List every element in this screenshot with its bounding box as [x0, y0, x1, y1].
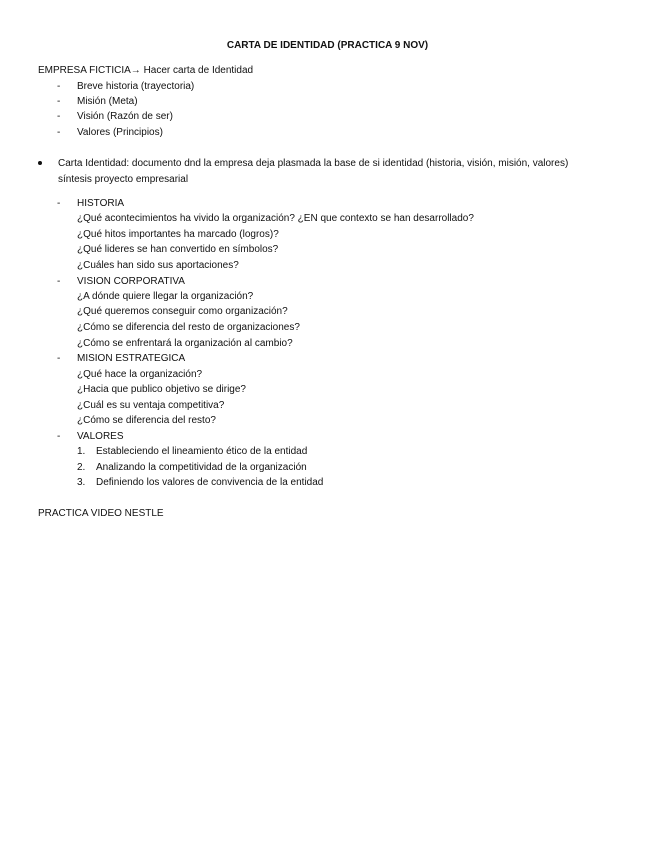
dash-marker: - [57, 96, 61, 107]
dash-marker: - [57, 198, 61, 209]
bullet-text-line1: Carta Identidad: documento dnd la empresa deja plasmada la base de si identidad (historia, visión, misión, valores) [58, 158, 569, 169]
question-line: ¿Qué queremos conseguir como organización? [77, 306, 288, 317]
question-line: ¿Qué acontecimientos ha vivido la organización? ¿EN que contexto se han desarrollado? [77, 213, 474, 224]
question-line: ¿Qué hace la organización? [77, 369, 203, 380]
numbered-item: Definiendo los valores de convivencia de la entidad [96, 477, 324, 488]
bullet-text-line2: síntesis proyecto empresarial [58, 174, 189, 185]
intro-item: Valores (Principios) [77, 127, 163, 138]
footer-heading: PRACTICA VIDEO NESTLE [38, 508, 164, 519]
list-number: 3. [77, 477, 86, 488]
question-line: ¿Hacia que publico objetivo se dirige? [77, 384, 246, 395]
intro-heading-line [38, 65, 253, 77]
intro-heading: EMPRESA FICTICIA [38, 65, 131, 76]
intro-item: Visión (Razón de ser) [77, 111, 173, 122]
section-heading-valores: VALORES [77, 431, 124, 442]
bullet-icon [38, 161, 42, 165]
question-line: ¿Qué lideres se han convertido en símbolos? [77, 244, 279, 255]
list-number: 2. [77, 462, 86, 473]
section-heading-historia: HISTORIA [77, 198, 125, 209]
arrow-icon: → [130, 65, 141, 76]
dash-marker: - [57, 111, 61, 122]
dash-marker: - [57, 127, 61, 138]
section-heading-mision: MISION ESTRATEGICA [77, 353, 186, 364]
intro-item: Breve historia (trayectoria) [77, 81, 195, 92]
intro-heading-rest: Hacer carta de Identidad [143, 65, 254, 76]
question-line: ¿Cuál es su ventaja competitiva? [77, 400, 225, 411]
dash-marker: - [57, 353, 61, 364]
list-number: 1. [77, 446, 86, 457]
document-title: CARTA DE IDENTIDAD (PRACTICA 9 NOV) [226, 40, 429, 51]
dash-marker: - [57, 431, 61, 442]
question-line: ¿Cómo se diferencia del resto? [77, 415, 216, 426]
question-line: ¿Cuáles han sido sus aportaciones? [77, 260, 239, 271]
section-heading-vision: VISION CORPORATIVA [77, 276, 185, 287]
numbered-item: Estableciendo el lineamiento ético de la entidad [96, 446, 308, 457]
intro-item: Misión (Meta) [77, 96, 138, 107]
question-line: ¿A dónde quiere llegar la organización? [77, 291, 254, 302]
dash-marker: - [57, 81, 61, 92]
question-line: ¿Cómo se enfrentará la organización al cambio? [77, 338, 293, 349]
numbered-item: Analizando la competitividad de la organización [96, 462, 307, 473]
question-line: ¿Qué hitos importantes ha marcado (logros)? [77, 229, 279, 240]
dash-marker: - [57, 276, 61, 287]
question-line: ¿Cómo se diferencia del resto de organizaciones? [77, 322, 300, 333]
